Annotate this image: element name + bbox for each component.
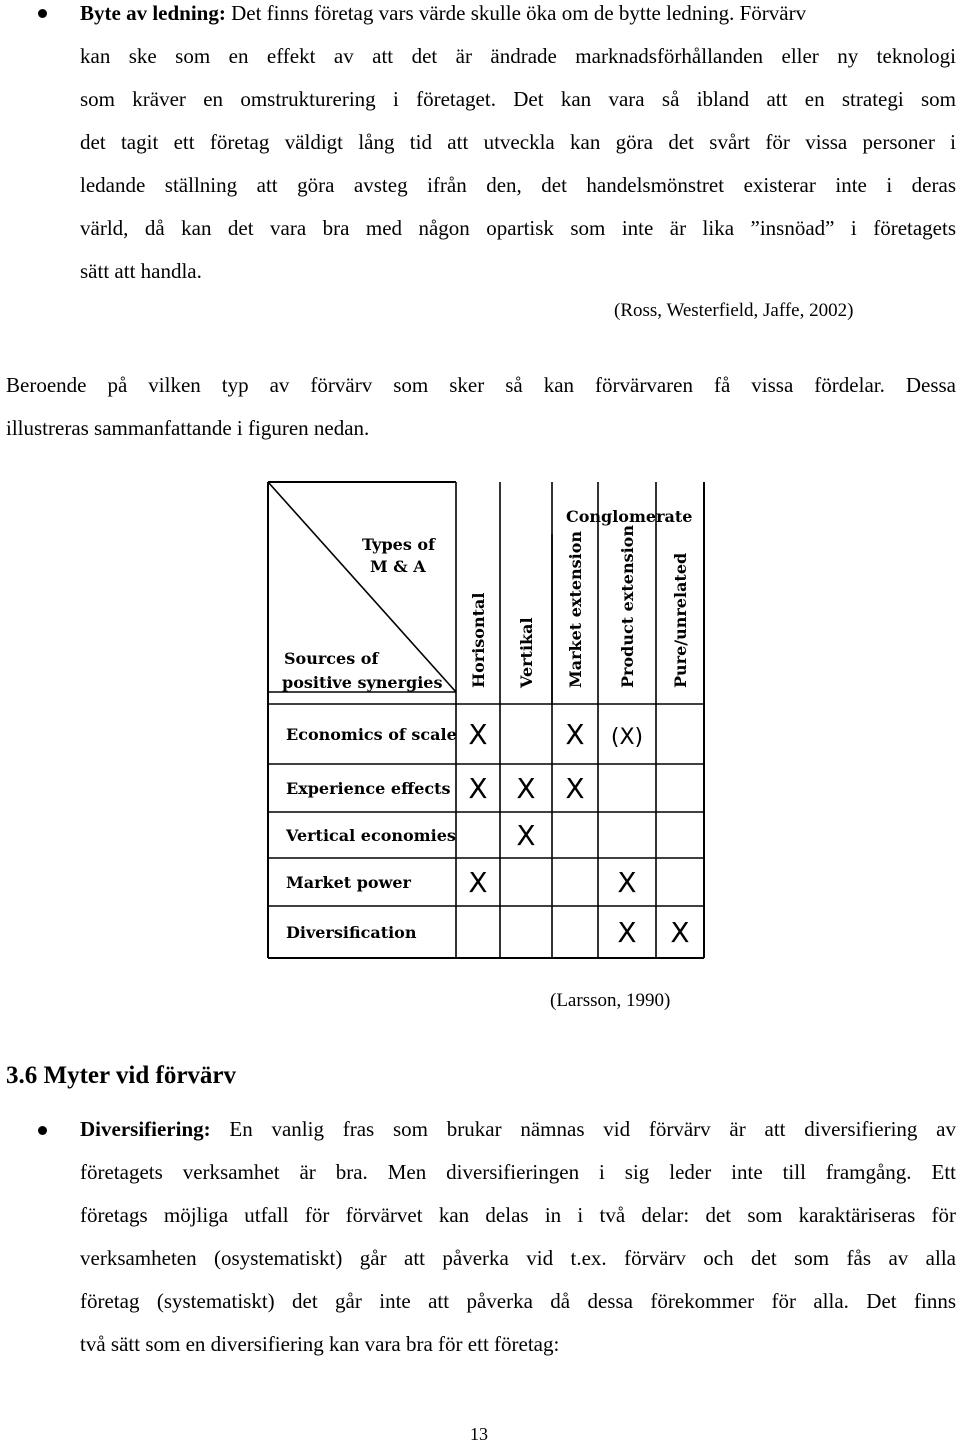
bullet-term: Diversifiering: <box>80 1117 211 1141</box>
bullet-line-2: som kräver en omstrukturering i företaget. Det kan vara så ibland att en strategi som <box>80 87 956 111</box>
bullet-text <box>80 0 956 293</box>
cell-mark-x: X <box>468 866 488 899</box>
bullet-line-2: företags möjliga utfall för förvärvet kan delas in i två delar: det som karaktäriseras för <box>80 1203 956 1227</box>
cell-mark-x: X <box>516 772 536 805</box>
column-header: Vertikal <box>517 617 536 688</box>
bullet-line-5: värld, då kan det vara bra med någon opartisk som inte är lika ”insnöad” i företagets <box>80 216 956 240</box>
paragraph-line-1: illustreras sammanfattande i figuren nedan. <box>6 416 370 440</box>
row-label: Vertical economies <box>286 826 456 845</box>
bullet-line-6: sätt att handla. <box>80 259 202 283</box>
column-header: Product extension <box>618 525 637 688</box>
bullet-icon <box>38 1126 47 1135</box>
cell-mark-x: X <box>617 916 637 949</box>
row-label: Economics of scale <box>286 725 457 744</box>
bullet-term: Byte av ledning: <box>80 1 226 25</box>
cell-mark-x: X <box>468 718 488 751</box>
synergy-figure <box>268 482 704 958</box>
citation-larsson: (Larsson, 1990) <box>550 990 671 1011</box>
column-header: Market extension <box>566 530 585 688</box>
corner-bottom-label: Sources of <box>284 649 379 668</box>
corner-top-label: M & A <box>370 557 426 576</box>
cell-mark-x: (X) <box>610 725 644 750</box>
bullet-line-1: företagets verksamhet är bra. Men diversifieringen i sig leder inte till framgång. Ett <box>80 1160 956 1184</box>
row-label: Experience effects <box>286 779 451 798</box>
bullet-line-0: Diversifiering: En vanlig fras som brukar nämnas vid förvärv är att diversifiering av <box>80 1117 956 1141</box>
section-heading: 3.6 Myter vid förvärv <box>6 1062 237 1089</box>
citation-ross: (Ross, Westerfield, Jaffe, 2002) <box>614 300 854 321</box>
paragraph-line-0: Beroende på vilken typ av förvärv som sker så kan förvärvaren få vissa fördelar. Dessa <box>6 373 956 397</box>
bullet-text <box>80 1108 956 1366</box>
cell-mark-x: X <box>565 718 585 751</box>
bullet-line-4: ledande ställning att göra avsteg ifrån den, det handelsmönstret existerar inte i deras <box>80 173 956 197</box>
group-header-conglomerate: Conglomerate <box>566 507 693 526</box>
bullet-line-0: Byte av ledning: Det finns företag vars värde skulle öka om de bytte ledning. Förvärv <box>80 1 807 25</box>
bullet-icon <box>38 9 47 18</box>
cell-mark-x: X <box>468 772 488 805</box>
cell-mark-x: X <box>670 916 690 949</box>
bullet-line-3: verksamheten (osystematiskt) går att påverka vid t.ex. förvärv och det som fås av alla <box>80 1246 956 1270</box>
row-label: Market power <box>286 873 411 892</box>
cell-mark-x: X <box>516 819 536 852</box>
bullet-line-4: företag (systematiskt) det går inte att påverka då dessa förekommer för alla. Det finns <box>80 1289 956 1313</box>
paragraph-beroende <box>6 364 956 450</box>
synergy-table-svg <box>268 482 704 958</box>
row-label: Diversification <box>286 923 417 942</box>
cell-mark-x: X <box>617 866 637 899</box>
bullet-line-3: det tagit ett företag väldigt lång tid att utveckla kan göra det svårt för vissa personer i <box>80 130 956 154</box>
bullet-line-5: två sätt som en diversifiering kan vara bra för ett företag: <box>80 1332 560 1356</box>
corner-top-label: Types of <box>362 535 435 554</box>
column-header: Pure/unrelated <box>671 552 690 688</box>
column-header: Horisontal <box>469 592 488 688</box>
corner-bottom-label: positive synergies <box>282 673 443 692</box>
cell-mark-x: X <box>565 772 585 805</box>
bullet-line-1: kan ske som en effekt av att det är ändrade marknadsförhållanden eller ny teknologi <box>80 44 956 68</box>
page-number: 13 <box>470 1424 488 1444</box>
